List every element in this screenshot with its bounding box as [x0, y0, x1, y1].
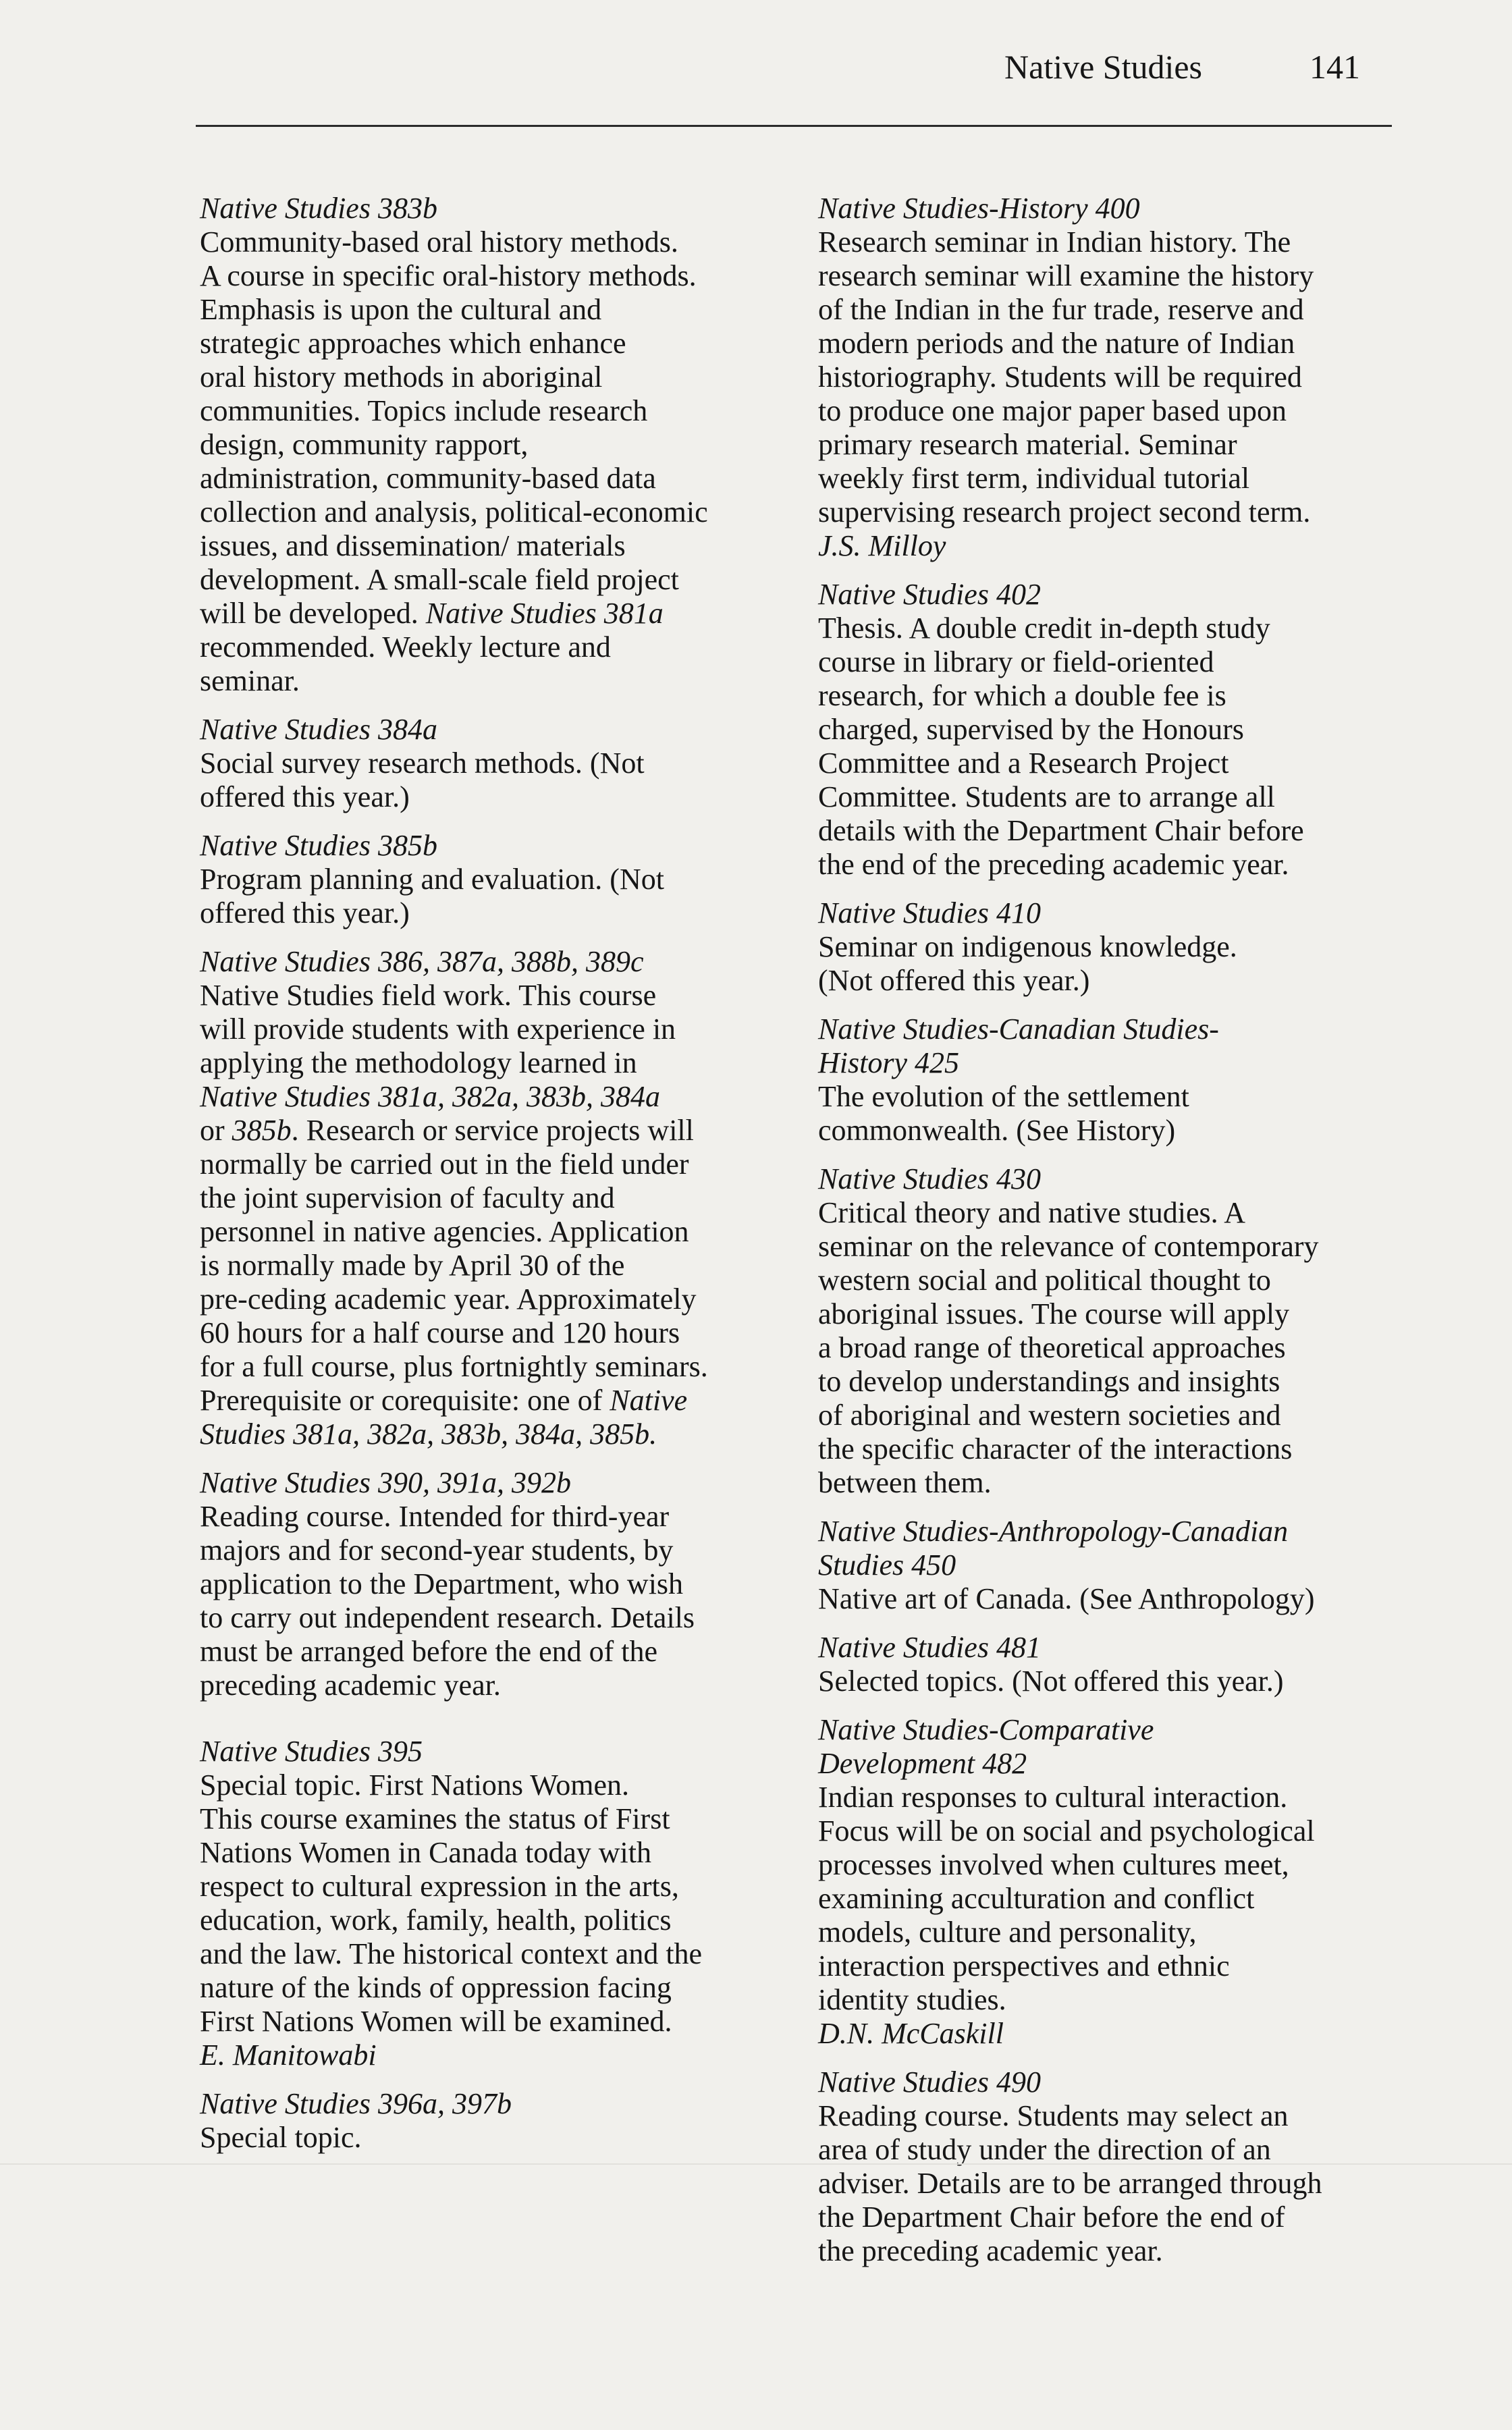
- course-entry: [818, 896, 1426, 998]
- description-line: [200, 1635, 807, 1669]
- description-line: [818, 964, 1426, 998]
- description-text: (Not offered this year.): [818, 964, 1090, 997]
- course-title: Native Studies-Anthropology-Canadian: [818, 1515, 1289, 1548]
- description-line: [818, 1665, 1426, 1698]
- description-text: pre-ceding academic year. Approximately: [200, 1282, 697, 1316]
- description-line: [818, 1114, 1426, 1148]
- description-text: Research seminar in Indian history. The: [818, 225, 1291, 259]
- left-column: [200, 192, 807, 2169]
- description-line: [200, 1046, 807, 1080]
- description-line: [818, 930, 1426, 964]
- description-line: [818, 495, 1426, 529]
- description-line: [200, 259, 807, 293]
- course-entry: [818, 2066, 1426, 2268]
- description-text: communities. Topics include research: [200, 394, 648, 427]
- description-text: the joint supervision of faculty and: [200, 1181, 615, 1214]
- description-text: seminar on the relevance of contemporary: [818, 1230, 1319, 1263]
- description-text: processes involved when cultures meet,: [818, 1848, 1289, 1881]
- description-line: [818, 848, 1426, 882]
- description-text: oral history methods in aboriginal: [200, 360, 603, 394]
- course-entry: [200, 829, 807, 930]
- description-line: [200, 1500, 807, 1534]
- description-line: [818, 1814, 1426, 1848]
- description-text: a broad range of theoretical approaches: [818, 1331, 1286, 1364]
- description-line: [818, 1983, 1426, 2017]
- course-title: Native Studies 402: [818, 578, 1041, 611]
- description-line: [200, 1215, 807, 1249]
- description-line: [200, 1080, 807, 1114]
- description-line: [200, 293, 807, 327]
- description-text: Thesis. A double credit in-depth study: [818, 612, 1270, 645]
- course-title: Native Studies 384a: [200, 713, 437, 746]
- course-title: Native Studies 385b: [200, 829, 437, 862]
- description-text: Special topic. First Nations Women.: [200, 1769, 630, 1802]
- course-entry: [200, 192, 807, 698]
- course-entry: [200, 945, 807, 1451]
- description-line: [200, 1937, 807, 1971]
- course-title: Native Studies 490: [818, 2066, 1041, 2099]
- description-text: Nations Women in Canada today with: [200, 1836, 651, 1869]
- description-line: [818, 1365, 1426, 1399]
- description-text: This course examines the status of First: [200, 1802, 670, 1835]
- description-line: [200, 462, 807, 495]
- description-line: [818, 1582, 1426, 1616]
- course-title: Native Studies 386, 387a, 388b, 389c: [200, 945, 644, 978]
- description-line: [200, 630, 807, 664]
- description-text: Native Studies field work. This course: [200, 979, 657, 1012]
- course-entry: [818, 1631, 1426, 1698]
- description-text: 60 hours for a half course and 120 hours: [200, 1316, 680, 1349]
- description-line: [818, 780, 1426, 814]
- description-line: [200, 1114, 807, 1148]
- description-text: and the law. The historical context and the: [200, 1937, 703, 1970]
- description-text: of the Indian in the fur trade, reserve and: [818, 293, 1304, 326]
- description-text: A course in specific oral-history methods.: [200, 259, 697, 292]
- description-text: between them.: [818, 1466, 992, 1499]
- course-reference: Native Studies 381a: [425, 597, 664, 630]
- description-text: to produce one major paper based upon: [818, 394, 1287, 427]
- description-line: [818, 1080, 1426, 1114]
- description-text: Native art of Canada. (See Anthropology): [818, 1582, 1315, 1615]
- description-text: preceding academic year.: [200, 1669, 501, 1702]
- description-text: will be developed.: [200, 597, 426, 630]
- course-title: Native Studies 481: [818, 1631, 1041, 1664]
- description-line: [818, 1781, 1426, 1814]
- running-head: Native Studies: [1004, 48, 1203, 86]
- description-text: to carry out independent research. Details: [200, 1601, 695, 1634]
- instructor-name: D.N. McCaskill: [818, 2017, 1004, 2050]
- description-line: [818, 360, 1426, 394]
- course-entry: [818, 1515, 1426, 1616]
- description-line: [818, 1230, 1426, 1264]
- description-line: [200, 1669, 807, 1702]
- course-entry: [200, 713, 807, 814]
- description-line: [818, 225, 1426, 259]
- description-line: [818, 679, 1426, 713]
- description-text: Reading course. Students may select an: [818, 2099, 1289, 2132]
- description-line: [818, 2099, 1426, 2133]
- description-text: normally be carried out in the field under: [200, 1148, 689, 1181]
- description-text: charged, supervised by the Honours: [818, 713, 1244, 746]
- description-text: design, community rapport,: [200, 428, 529, 461]
- description-text: education, work, family, health, politics: [200, 1904, 672, 1937]
- description-text: aboriginal issues. The course will apply: [818, 1297, 1290, 1330]
- course-entry: [200, 2087, 807, 2155]
- page-number: 141: [1310, 48, 1360, 86]
- course-reference: Native: [610, 1384, 688, 1417]
- description-text: respect to cultural expression in the arts,: [200, 1870, 679, 1903]
- course-entry: [818, 1013, 1426, 1148]
- description-text: modern periods and the nature of Indian: [818, 327, 1295, 360]
- description-line: [818, 327, 1426, 360]
- description-text: to develop understandings and insights: [818, 1365, 1280, 1398]
- description-text: Committee and a Research Project: [818, 747, 1229, 780]
- description-text: applying the methodology learned in: [200, 1046, 637, 1079]
- description-text: is normally made by April 30 of the: [200, 1249, 625, 1282]
- description-text: weekly first term, individual tutorial: [818, 462, 1250, 495]
- description-text: seminar.: [200, 664, 300, 697]
- description-line: [818, 462, 1426, 495]
- description-line: [200, 1836, 807, 1870]
- description-text: First Nations Women will be examined.: [200, 2005, 672, 2038]
- header-rule: [196, 125, 1392, 127]
- description-text: Seminar on indigenous knowledge.: [818, 930, 1237, 963]
- description-text: western social and political thought to: [818, 1264, 1271, 1297]
- description-line: [200, 1384, 807, 1418]
- description-text: will provide students with experience in: [200, 1013, 676, 1046]
- description-text: Special topic.: [200, 2121, 362, 2154]
- description-text: for a full course, plus fortnightly seminars.: [200, 1350, 708, 1383]
- description-line: [200, 1148, 807, 1181]
- course-title: Native Studies 396a, 397b: [200, 2087, 512, 2120]
- description-text: issues, and dissemination/ materials: [200, 529, 626, 562]
- description-line: [200, 1870, 807, 1904]
- description-line: [200, 1769, 807, 1802]
- description-line: [200, 1971, 807, 2005]
- description-line: [200, 1350, 807, 1384]
- description-line: [818, 1916, 1426, 1949]
- description-text: examining acculturation and conflict: [818, 1882, 1255, 1915]
- description-text: collection and analysis, political-economic: [200, 495, 708, 529]
- description-line: [200, 1567, 807, 1601]
- description-text: the Department Chair before the end of: [818, 2200, 1285, 2234]
- description-text: historiography. Students will be required: [818, 360, 1302, 394]
- description-text: Program planning and evaluation. (Not: [200, 863, 664, 896]
- course-title: Native Studies-Comparative: [818, 1713, 1154, 1746]
- right-column: [818, 192, 1426, 2283]
- description-line: [818, 1196, 1426, 1230]
- page-header: [196, 39, 1392, 100]
- description-text: personnel in native agencies. Application: [200, 1215, 689, 1248]
- course-title: Native Studies 430: [818, 1162, 1041, 1195]
- description-line: [818, 1466, 1426, 1500]
- description-line: [818, 1297, 1426, 1331]
- description-line: [200, 1601, 807, 1635]
- description-line: [200, 529, 807, 563]
- description-line: [200, 664, 807, 698]
- description-text: research, for which a double fee is: [818, 679, 1226, 712]
- description-text: of aboriginal and western societies and: [818, 1399, 1281, 1432]
- description-text: interaction perspectives and ethnic: [818, 1949, 1230, 1982]
- description-line: [818, 428, 1426, 462]
- description-text: Indian responses to cultural interaction.: [818, 1781, 1288, 1814]
- description-text: course in library or field-oriented: [818, 645, 1214, 678]
- description-line: [200, 2005, 807, 2039]
- description-text: Committee. Students are to arrange all: [818, 780, 1275, 813]
- description-text: supervising research project second term.: [818, 495, 1311, 529]
- description-text: must be arranged before the end of the: [200, 1635, 658, 1668]
- description-text: Social survey research methods. (Not: [200, 747, 645, 780]
- description-line: [200, 1181, 807, 1215]
- description-text: the preceding academic year.: [818, 2234, 1163, 2267]
- description-text: primary research material. Seminar: [818, 428, 1237, 461]
- description-line: [818, 2167, 1426, 2200]
- description-text: Selected topics. (Not offered this year.): [818, 1665, 1284, 1698]
- description-text: administration, community-based data: [200, 462, 656, 495]
- description-line: [818, 1882, 1426, 1916]
- description-line: [818, 1331, 1426, 1365]
- description-line: [200, 360, 807, 394]
- description-text: or: [200, 1114, 232, 1147]
- description-text: research seminar will examine the history: [818, 259, 1314, 292]
- description-text: the end of the preceding academic year.: [818, 848, 1289, 881]
- description-text: nature of the kinds of oppression facing: [200, 1971, 672, 2004]
- course-entry: [818, 1713, 1426, 2051]
- description-line: [818, 814, 1426, 848]
- description-line: [200, 1534, 807, 1567]
- description-line: [200, 1282, 807, 1316]
- course-title: Native Studies 383b: [200, 192, 437, 225]
- description-line: [818, 1432, 1426, 1466]
- course-title-cont: Development 482: [818, 1747, 1027, 1780]
- description-text: Critical theory and native studies. A: [818, 1196, 1245, 1229]
- description-line: [200, 780, 807, 814]
- description-text: offered this year.): [200, 896, 410, 929]
- description-line: [818, 394, 1426, 428]
- description-line: [818, 1848, 1426, 1882]
- description-text: The evolution of the settlement: [818, 1080, 1189, 1113]
- course-title-cont: History 425: [818, 1046, 959, 1079]
- description-text: application to the Department, who wish: [200, 1567, 684, 1600]
- course-entry: [818, 578, 1426, 882]
- description-line: [818, 713, 1426, 747]
- description-line: [200, 225, 807, 259]
- description-line: [818, 2133, 1426, 2167]
- description-line: [818, 1949, 1426, 1983]
- instructor-name: J.S. Milloy: [818, 529, 946, 562]
- description-text: identity studies.: [818, 1983, 1006, 2016]
- description-line: [200, 1249, 807, 1282]
- description-line: [200, 394, 807, 428]
- description-line: [818, 645, 1426, 679]
- description-line: [200, 2121, 807, 2155]
- course-title: Native Studies-History 400: [818, 192, 1140, 225]
- description-text: strategic approaches which enhance: [200, 327, 626, 360]
- description-line: [818, 2200, 1426, 2234]
- description-text: . Research or service projects will: [291, 1114, 694, 1147]
- description-line: [200, 747, 807, 780]
- course-title: Native Studies 390, 391a, 392b: [200, 1466, 571, 1499]
- description-line: [818, 747, 1426, 780]
- description-line: [818, 612, 1426, 645]
- course-entry: [200, 1466, 807, 1702]
- description-line: [200, 1418, 807, 1451]
- description-line: [200, 979, 807, 1013]
- description-text: offered this year.): [200, 780, 410, 813]
- description-line: [200, 1316, 807, 1350]
- description-line: [200, 428, 807, 462]
- description-line: [200, 597, 807, 630]
- description-line: [200, 1802, 807, 1836]
- course-entry: [818, 1162, 1426, 1500]
- description-text: majors and for second-year students, by: [200, 1534, 674, 1567]
- description-line: [200, 495, 807, 529]
- course-title: Native Studies 410: [818, 896, 1041, 929]
- course-entry: [200, 1735, 807, 2072]
- description-line: [200, 327, 807, 360]
- description-text: models, culture and personality,: [818, 1916, 1197, 1949]
- description-text: area of study under the direction of an: [818, 2133, 1271, 2166]
- description-line: [818, 293, 1426, 327]
- description-text: Focus will be on social and psychological: [818, 1814, 1315, 1847]
- description-text: recommended. Weekly lecture and: [200, 630, 611, 664]
- course-reference: 385b: [232, 1114, 292, 1147]
- description-text: adviser. Details are to be arranged through: [818, 2167, 1322, 2200]
- description-line: [818, 259, 1426, 293]
- description-text: commonwealth. (See History): [818, 1114, 1176, 1147]
- course-reference: Studies 381a, 382a, 383b, 384a, 385b.: [200, 1418, 657, 1451]
- description-text: development. A small-scale field project: [200, 563, 679, 596]
- description-text: details with the Department Chair before: [818, 814, 1304, 847]
- description-text: Prerequisite or corequisite: one of: [200, 1384, 610, 1417]
- instructor-name: E. Manitowabi: [200, 2039, 377, 2072]
- course-reference: Native Studies 381a, 382a, 383b, 384a: [200, 1080, 660, 1113]
- description-line: [200, 896, 807, 930]
- description-line: [200, 863, 807, 896]
- description-text: the specific character of the interactions: [818, 1432, 1293, 1465]
- description-line: [200, 1013, 807, 1046]
- description-text: Community-based oral history methods.: [200, 225, 678, 259]
- course-title: Native Studies 395: [200, 1735, 423, 1768]
- description-line: [818, 1264, 1426, 1297]
- description-line: [818, 2234, 1426, 2268]
- description-text: Reading course. Intended for third-year: [200, 1500, 670, 1533]
- paper-fold-line: [0, 2163, 1512, 2165]
- description-line: [818, 1399, 1426, 1432]
- course-title-cont: Studies 450: [818, 1548, 956, 1582]
- course-entry: [818, 192, 1426, 563]
- description-line: [200, 1904, 807, 1937]
- course-title: Native Studies-Canadian Studies-: [818, 1013, 1219, 1046]
- description-text: Emphasis is upon the cultural and: [200, 293, 602, 326]
- description-line: [200, 563, 807, 597]
